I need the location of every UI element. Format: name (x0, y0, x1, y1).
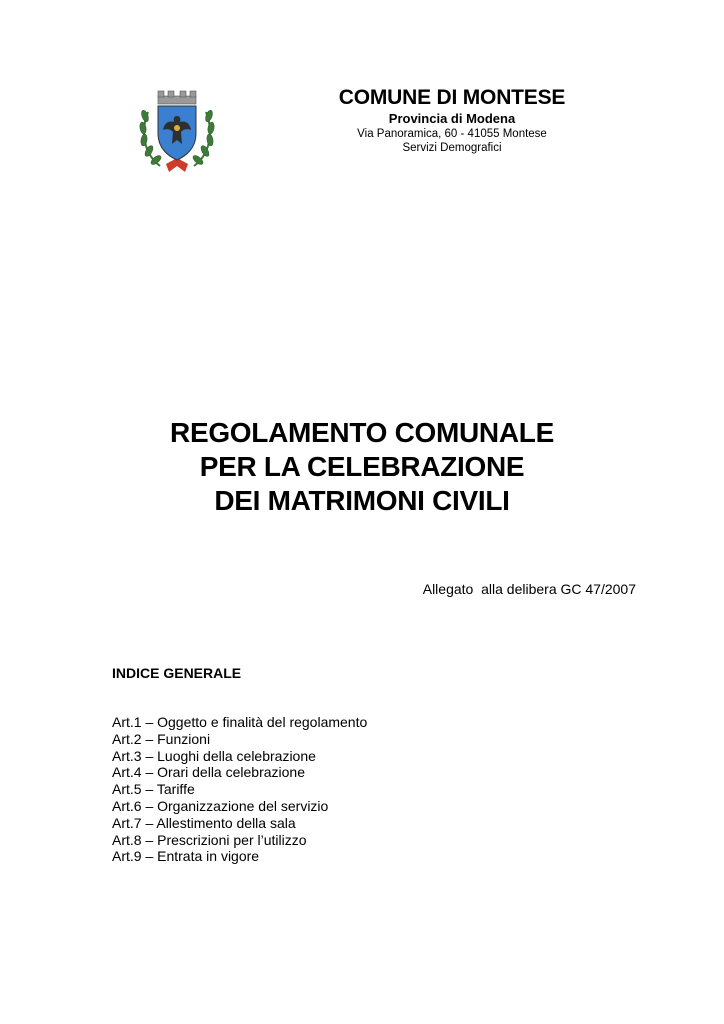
coat-of-arms-icon (130, 82, 224, 176)
table-of-contents (112, 714, 367, 865)
toc-item-5: Art.5 – Tariffe (112, 781, 195, 798)
title-line-2: PER LA CELEBRAZIONE (199, 451, 525, 482)
document-title (62, 416, 662, 518)
toc-item-7: Art.7 – Allestimento della sala (112, 814, 296, 831)
province-name: Provincia di Modena (388, 111, 516, 126)
title-line-1: REGOLAMENTO COMUNALE (170, 417, 554, 448)
municipality-header (300, 86, 604, 155)
address: Via Panoramica, 60 - 41055 Montese (357, 128, 547, 140)
toc-item-8: Art.8 – Prescrizioni per l’utilizzo (112, 831, 307, 848)
title-line-3: DEI MATRIMONI CIVILI (214, 485, 510, 516)
toc-item-4: Art.4 – Orari della celebrazione (112, 764, 305, 781)
toc-item-1: Art.1 – Oggetto e finalità del regolamento (112, 714, 368, 730)
toc-item-6: Art.6 – Organizzazione del servizio (112, 797, 329, 814)
municipality-name: COMUNE DI MONTESE (338, 86, 566, 109)
toc-item-2: Art.2 – Funzioni (112, 730, 211, 747)
office-name: Servizi Demografici (402, 142, 502, 154)
attachment-note: Allegato alla delibera GC 47/2007 (422, 581, 636, 597)
toc-item-3: Art.3 – Luoghi della celebrazione (112, 747, 316, 764)
index-heading: INDICE GENERALE (112, 665, 242, 681)
toc-item-9: Art.9 – Entrata in vigore (112, 848, 260, 865)
